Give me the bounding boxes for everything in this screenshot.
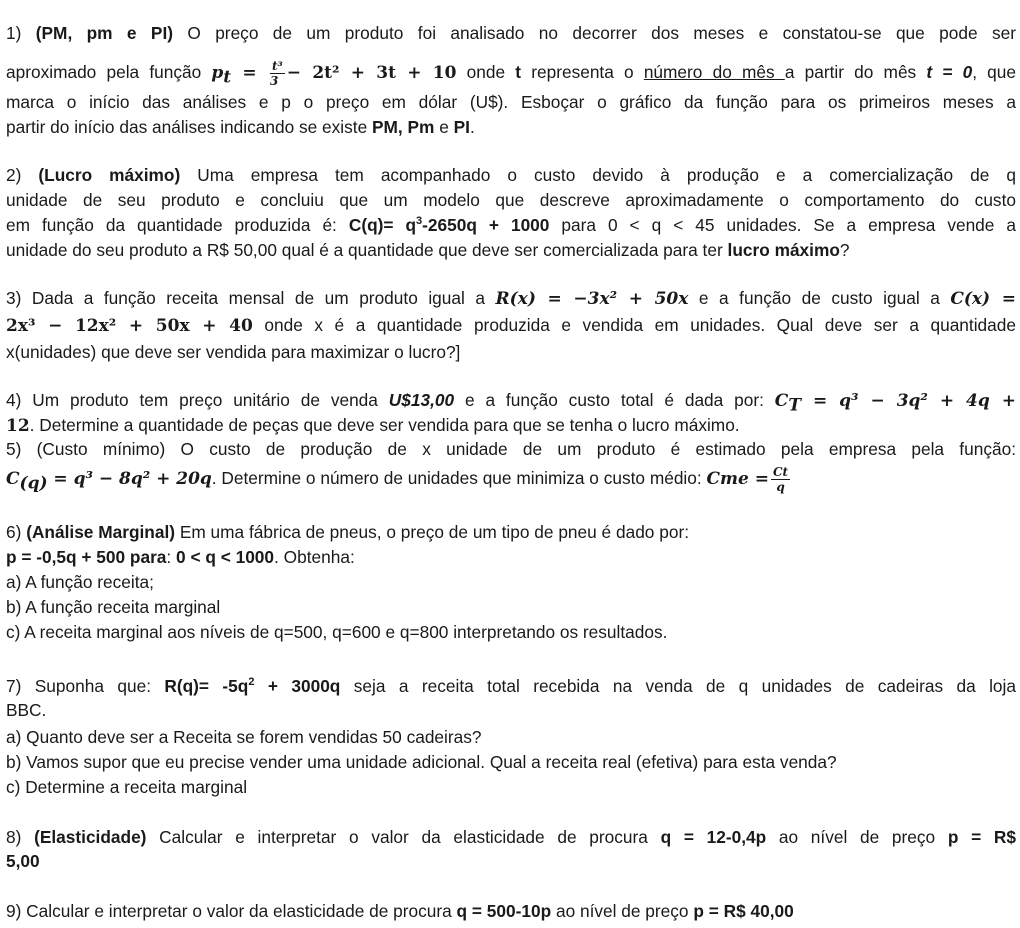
q4-line-1: 4) Um produto tem preço unitário de venda U$13,00 e a função custo total é dada por: $C_T = q^3 - 3q^2 + 4q$ + (6, 390, 1016, 416)
q1-line-4: partir do início das análises indicando se existe PM, Pm e PI. (6, 117, 475, 137)
q1-line-3: marca o início das análises e p o preço em dólar (U$). Esboçar o gráfico da função para os primeiros meses a (6, 92, 1016, 112)
q2-line-4: unidade do seu produto a R$ 50,00 qual é a quantidade que deve ser comercializada para ter lucro máximo? (6, 240, 850, 260)
q6-item-b: b) A função receita marginal (6, 597, 221, 617)
q6-line-1: 6) (Análise Marginal) Em uma fábrica de pneus, o preço de um tipo de pneu é dado por: (6, 522, 689, 542)
q2-line-1: 2) (Lucro máximo) Uma empresa tem acompanhado o custo devido à produção e a comercialização de q (6, 165, 1016, 185)
q6-title: (Análise Marginal) (26, 522, 176, 542)
q2-line-3: em função da quantidade produzida é: $C(q)= q^3-2650q + 1000$ para 0 < q < 45 unidades. Se a empresa vende a (6, 215, 1016, 235)
q7-line-1: 7) Suponha que: $R(q)= -5q^2 + 3000q$ seja a receita total recebida na venda de q unidades de cadeiras da loja (6, 676, 1016, 696)
q5-fraction: $\frac{Ct}{q}$ (773, 465, 789, 494)
q7-item-b: b) Vamos supor que eu precise vender uma unidade adicional. Qual a receita real (efetiva) para esta venda? (6, 752, 837, 772)
q3-line-3: x(unidades) que deve ser vendida para maximizar o lucro?] (6, 342, 461, 362)
q3-line-1: 3) Dada a função receita mensal de um produto igual a R(x) = −3x² + 50x e a função de custo igual a C(x) = (6, 288, 1016, 309)
q1-fraction: $\frac{\text{t³}}{3}$ (269, 59, 283, 88)
q1-line-2: aproximado pela função $p_t$ = $\frac{\text{t³}}{3}$ − 2t² + 3t + 10 onde t representa o número do mês a partir do mês t = 0, que (6, 59, 1016, 88)
q8-line-1: 8) (Elasticidade) Calcular e interpretar o valor da elasticidade de procura q = 12-0,4p ao nível de preço p = R$ (6, 827, 1016, 847)
q7-line-2: BBC. (6, 700, 47, 720)
q6-item-c: c) A receita marginal aos níveis de q=500, q=600 e q=800 interpretando os resultados. (6, 622, 668, 642)
q5-line-2: $C_{(q)} = q^3 - 8q^2 + 20q$. Determine o número de unidades que minimiza o custo médio: Cme = $\frac{Ct}{q}$ (6, 465, 789, 494)
q3-line-2: 2x³ − 12x² + 50x + 40 onde x é a quantidade produzida e vendida em unidades. Qual deve ser a quantidade (6, 315, 1017, 336)
q2-title: (Lucro máximo) (38, 165, 181, 185)
q1-title: (PM, pm e PI) (35, 23, 173, 43)
q9-line-1: 9) Calcular e interpretar o valor da elasticidade de procura q = 500-10p ao nível de preço p = R$ 40,00 (6, 901, 794, 921)
q6-line-2: p = -0,5q + 500 para: 0 < q < 1000. Obtenha: (6, 547, 355, 567)
q1-function: − 2t² + 3t + 10 (286, 63, 457, 84)
q5-line-1: 5) (Custo mínimo) O custo de produção de x unidade de um produto é estimado pela empresa pela função: (6, 439, 1016, 459)
q7-item-c: c) Determine a receita marginal (6, 777, 248, 797)
q7-item-a: a) Quanto deve ser a Receita se forem vendidas 50 cadeiras? (6, 727, 482, 747)
q8-line-2: 5,00 (6, 851, 40, 871)
q1-line-1: 1) (PM, pm e PI) O preço de um produto foi analisado no decorrer dos meses e constatou-se que pode ser (6, 23, 1016, 43)
q6-item-a: a) A função receita; (6, 572, 154, 592)
q8-title: (Elasticidade) (34, 827, 147, 847)
q2-line-2: unidade de seu produto e concluiu que um modelo que descreve aproximadamente o comportamento do custo (6, 190, 1016, 210)
q4-line-2: 12. Determine a quantidade de peças que deve ser vendida para que se tenha o lucro máximo. (6, 415, 740, 436)
